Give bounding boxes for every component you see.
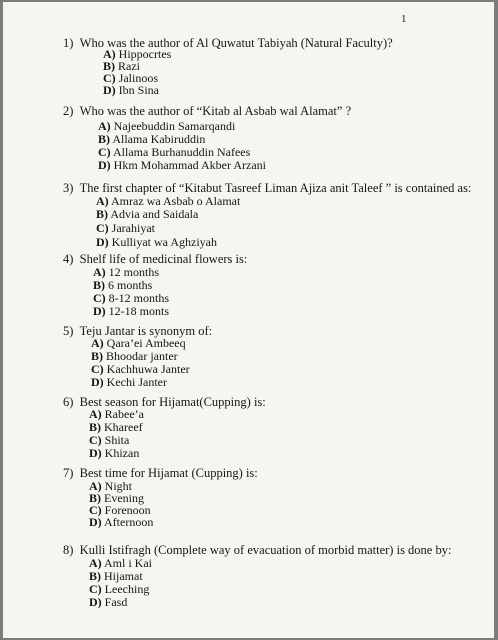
option-a xyxy=(91,337,186,349)
option-text: Aml i Kai xyxy=(104,556,153,570)
option-letter: B) xyxy=(98,132,110,146)
option-text: Kachhuwa Janter xyxy=(106,362,190,376)
option-letter: C) xyxy=(89,433,102,447)
option-letter: C) xyxy=(96,221,109,235)
option-letter: D) xyxy=(93,304,106,318)
option-text: Rabee’a xyxy=(104,407,144,421)
option-text: Ibn Sina xyxy=(118,83,160,97)
option-d xyxy=(96,236,217,248)
question-number: 5) xyxy=(63,324,74,338)
option-letter: D) xyxy=(91,375,104,389)
option-c xyxy=(89,583,149,595)
option-text: Hijamat xyxy=(104,569,143,583)
option-text: Allama Burhanuddin Nafees xyxy=(113,145,251,159)
option-d xyxy=(93,305,169,317)
option-c xyxy=(96,222,155,234)
question-text: Best time for Hijamat (Cupping) is: xyxy=(79,466,258,480)
option-text: Amraz wa Asbab o Alamat xyxy=(111,194,241,208)
option-text: Kulliyat wa Aghziyah xyxy=(111,235,217,249)
option-letter: C) xyxy=(91,362,104,376)
option-d xyxy=(89,447,139,459)
option-letter: A) xyxy=(89,556,102,570)
option-letter: D) xyxy=(98,158,111,172)
question-number: 4) xyxy=(63,252,74,266)
option-text: Forenoon xyxy=(104,503,151,517)
option-letter: D) xyxy=(89,515,102,529)
option-letter: A) xyxy=(89,479,102,493)
question-2 xyxy=(63,105,351,118)
option-letter: B) xyxy=(91,349,103,363)
question-number: 8) xyxy=(63,543,74,557)
question-text: Kulli Istifragh (Complete way of evacuation of morbid matter) is done by: xyxy=(79,543,452,557)
option-text: 12-18 monts xyxy=(108,304,170,318)
option-d xyxy=(89,516,153,528)
question-text: The first chapter of “Kitabut Tasreef Liman Ajiza anit Taleef ” is contained as: xyxy=(79,181,472,195)
question-text: Best season for Hijamat(Cupping) is: xyxy=(79,395,266,409)
option-letter: B) xyxy=(89,420,101,434)
question-text: Who was the author of Al Quwatut Tabiyah (Natural Faculty)? xyxy=(79,36,393,50)
option-letter: A) xyxy=(93,265,106,279)
option-letter: B) xyxy=(89,491,101,505)
option-text: Jalinoos xyxy=(118,71,159,85)
option-a xyxy=(89,557,152,569)
option-text: Khizan xyxy=(104,446,140,460)
option-letter: D) xyxy=(96,235,109,249)
option-text: Hkm Mohammad Akber Arzani xyxy=(113,158,266,172)
option-a xyxy=(98,120,235,132)
question-number: 1) xyxy=(63,36,74,50)
option-letter: D) xyxy=(89,446,102,460)
option-text: Najeebuddin Samarqandi xyxy=(113,119,236,133)
option-text: Fasd xyxy=(104,595,128,609)
question-text: Teju Jantar is synonym of: xyxy=(79,324,213,338)
option-text: Qara’ei Ambeeq xyxy=(106,336,186,350)
option-c xyxy=(91,363,190,375)
option-text: 12 months xyxy=(108,265,160,279)
option-text: Khareef xyxy=(104,420,143,434)
option-text: Bhoodar janter xyxy=(106,349,178,363)
option-letter: D) xyxy=(103,83,116,97)
option-letter: C) xyxy=(89,503,102,517)
option-text: Leeching xyxy=(104,582,150,596)
option-letter: C) xyxy=(89,582,102,596)
exam-page xyxy=(3,2,494,638)
option-b xyxy=(89,570,143,582)
option-text: Razi xyxy=(118,59,140,73)
page-number: 1 xyxy=(401,13,407,25)
question-number: 3) xyxy=(63,181,74,195)
option-letter: B) xyxy=(93,278,105,292)
option-letter: A) xyxy=(89,407,102,421)
option-text: Allama Kabiruddin xyxy=(112,132,206,146)
option-text: Afternoon xyxy=(104,515,154,529)
option-text: Evening xyxy=(104,491,144,505)
option-letter: D) xyxy=(89,595,102,609)
option-c xyxy=(93,292,169,304)
option-text: Jarahiyat xyxy=(111,221,155,235)
option-text: Advia and Saidala xyxy=(110,207,199,221)
option-d xyxy=(89,596,127,608)
question-number: 2) xyxy=(63,104,74,118)
option-letter: B) xyxy=(96,207,108,221)
option-a xyxy=(89,408,144,420)
option-letter: C) xyxy=(98,145,111,159)
option-d xyxy=(91,376,167,388)
option-a xyxy=(93,266,159,278)
option-d xyxy=(103,84,159,96)
option-text: 6 months xyxy=(108,278,153,292)
option-text: 8-12 months xyxy=(108,291,170,305)
option-letter: A) xyxy=(91,336,104,350)
option-letter: C) xyxy=(103,71,116,85)
option-text: Hippocrtes xyxy=(118,47,172,61)
option-text: Night xyxy=(104,479,133,493)
option-b xyxy=(96,208,198,220)
option-b xyxy=(91,350,178,362)
question-text: Shelf life of medicinal flowers is: xyxy=(79,252,248,266)
question-number: 7) xyxy=(63,466,74,480)
question-number: 6) xyxy=(63,395,74,409)
option-letter: C) xyxy=(93,291,106,305)
option-text: Shita xyxy=(104,433,130,447)
option-text: Kechi Janter xyxy=(106,375,167,389)
option-letter: A) xyxy=(96,194,109,208)
question-text: Who was the author of “Kitab al Asbab wal Alamat” ? xyxy=(79,104,352,118)
option-b xyxy=(93,279,152,291)
option-b xyxy=(89,421,143,433)
option-c xyxy=(89,434,129,446)
option-letter: A) xyxy=(103,47,116,61)
option-letter: B) xyxy=(103,59,115,73)
option-letter: A) xyxy=(98,119,111,133)
option-d xyxy=(98,159,266,171)
option-a xyxy=(96,195,240,207)
option-letter: B) xyxy=(89,569,101,583)
option-c xyxy=(98,146,250,158)
option-b xyxy=(98,133,205,145)
